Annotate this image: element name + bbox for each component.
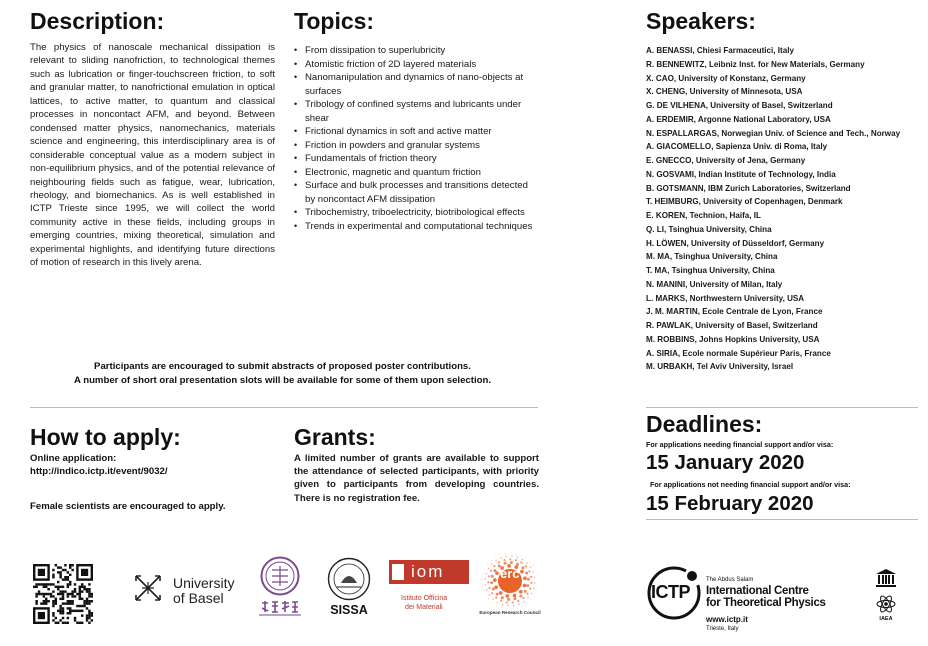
topic-item: • Fundamentals of friction theory — [294, 152, 534, 166]
speaker-item: M. MA, Tsinghua University, China — [646, 252, 778, 262]
iaea-atom-icon — [875, 593, 897, 615]
speaker-item: E. KOREN, Technion, Haifa, IL — [646, 211, 761, 220]
unesco-temple-icon — [874, 568, 898, 588]
tsinghua-university-logo — [259, 556, 301, 622]
apply-note: Female scientists are encouraged to apply. — [30, 501, 226, 512]
participants-line-1: Participants are encouraged to submit abstracts of proposed poster contributions. — [94, 361, 471, 372]
speaker-item: M. URBAKH, Tel Aviv University, Israel — [646, 362, 794, 372]
speaker-item: J. M. MARTIN, Ecole Centrale de Lyon, France — [646, 307, 823, 317]
divider-deadlines — [646, 519, 918, 520]
speaker-item: E. GNECCO, University of Jena, Germany — [646, 156, 806, 165]
ictp-line-1: International Centre — [706, 585, 809, 597]
speaker-item: A. SIRIA, Ecole normale Supérieur Paris, France — [646, 348, 831, 358]
basel-line-1: University — [173, 575, 235, 591]
apply-heading: How to apply: — [30, 424, 181, 450]
apply-label: Online application: — [30, 453, 117, 464]
topic-item: • Atomistic friction of 2D layered materials — [294, 58, 534, 72]
iom-block-icon — [392, 564, 404, 580]
erc-name: European Research Council — [479, 610, 541, 615]
topic-item: • From dissipation to superlubricity — [294, 44, 534, 58]
ictp-city: Trieste, Italy — [706, 626, 739, 632]
erc-burst-icon — [482, 553, 538, 609]
topic-item: • Nanomanipulation and dynamics of nano-objects at surfaces — [294, 71, 534, 98]
speakers-list — [646, 44, 922, 374]
erc-mark: erc — [500, 566, 520, 581]
deadline-1-date: 15 January 2020 — [646, 451, 805, 474]
qr-code[interactable] — [33, 564, 93, 624]
iaea-label: IAEA — [879, 616, 893, 622]
unesco-iaea-logos — [870, 568, 902, 624]
topic-item: • Surface and bulk processes and transitions detected by noncontact AFM dissipation — [294, 179, 534, 206]
ictp-line-2: for Theoretical Physics — [706, 597, 826, 609]
topic-item: • Friction in powders and granular systems — [294, 139, 534, 153]
speaker-item: L. MARKS, Northwestern University, USA — [646, 293, 805, 303]
erc-logo — [475, 553, 545, 621]
topic-item: • Trends in experimental and computational techniques — [294, 220, 534, 234]
speaker-item: X. CHENG, University of Minnesota, USA — [646, 87, 803, 97]
speaker-item: A. BENASSI, Chiesi Farmaceutici, Italy — [646, 46, 794, 55]
speaker-item: H. LÖWEN, University of Düsseldorf, Germany — [646, 238, 825, 248]
ictp-mark: ICTP — [651, 582, 691, 602]
topics-heading: Topics: — [294, 8, 375, 34]
ictp-pre: The Abdus Salam — [706, 577, 754, 583]
topic-item: • Tribochemistry, triboelectricity, biotribological effects — [294, 206, 534, 220]
topics-list — [294, 44, 534, 233]
participants-line-2: A number of short oral presentation slots will be available for some of them upon selection. — [73, 375, 492, 386]
sissa-logo — [324, 557, 374, 621]
grants-body: A limited number of grants are available to support the attendance of selected participants, with priority given to participants from developing countries. There is no registration fee. — [294, 453, 539, 504]
description-body: The physics of nanoscale mechanical dissipation is relevant to sliding nanofriction, to technological themes such as lubrication or finger-touchscreen friction, to soft and granular matter, to nanofrictional emulation in optical lattices, to active matter, to quantum and classical processes in noncontact AFM, and beyond. Between condensed matter physics, nanomechanics, materials science and engineering, this interdisciplinary area is of considerable conceptual value as a modern subject in non-equilibrium physics, and of the potential relevance of neighbouring fields such as fatigue, wear, lubrication, rheology, and biomechanics. As is well established in ICTP Trieste since 1995, we will collect the world community active in these fields, including groups in emerging countries, mixing theoretical, simulation and experimental highlights, and identifying future directions of motion of research in this lively arena. — [30, 42, 275, 269]
speaker-item: T. HEIMBURG, University of Copenhagen, Denmark — [646, 197, 843, 207]
speaker-item: A. ERDEMIR, Argonne National Laboratory, USA — [646, 114, 831, 124]
speaker-item: N. GOSVAMI, Indian Institute of Technology, India — [646, 169, 836, 179]
grants-heading: Grants: — [294, 424, 376, 450]
speaker-item: R. PAWLAK, University of Basel, Switzerland — [646, 321, 818, 330]
deadline-1-label: For applications needing financial support and/or visa: — [646, 440, 834, 449]
apply-url-link[interactable]: http://indico.ictp.it/event/9032/ — [30, 466, 168, 477]
speakers-heading: Speakers: — [646, 8, 756, 34]
topic-item: • Tribology of confined systems and lubricants under shear — [294, 98, 534, 125]
description-heading: Description: — [30, 8, 165, 34]
speaker-item: R. BENNEWITZ, Leibniz Inst. for New Materials, Germany — [646, 59, 865, 69]
iom-line-2: dei Materiali — [405, 604, 443, 611]
ictp-logo — [646, 565, 856, 637]
tsinghua-seal-icon — [260, 556, 300, 596]
speaker-item: T. MA, Tsinghua University, China — [646, 266, 775, 275]
speaker-item: N. MANINI, University of Milan, Italy — [646, 279, 783, 289]
iom-banner — [389, 560, 469, 584]
speaker-item: A. GIACOMELLO, Sapienza Univ. di Roma, Italy — [646, 142, 828, 152]
university-of-basel-logo — [131, 568, 246, 616]
topic-item: • Electronic, magnetic and quantum friction — [294, 166, 534, 180]
speaker-item: G. DE VILHENA, University of Basel, Switzerland — [646, 101, 833, 110]
divider-right — [646, 407, 918, 408]
basel-crest-icon — [131, 571, 165, 605]
speaker-item: B. GOTSMANN, IBM Zurich Laboratories, Switzerland — [646, 183, 851, 193]
sissa-label: SISSA — [330, 603, 368, 617]
deadlines-heading: Deadlines: — [646, 411, 763, 437]
iom-mark: iom — [411, 562, 445, 581]
speaker-item: N. ESPALLARGAS, Norwegian Univ. of Science and Tech., Norway — [646, 128, 901, 138]
tsinghua-subtitle-bar — [259, 614, 301, 616]
divider-left — [30, 407, 538, 408]
deadline-2-date: 15 February 2020 — [646, 492, 814, 515]
participants-note — [30, 360, 535, 388]
tsinghua-calligraphy-icon — [260, 600, 300, 614]
speaker-item: Q. LI, Tsinghua University, China — [646, 224, 772, 234]
sissa-seal-icon — [327, 557, 371, 601]
deadline-2-label: For applications not needing financial support and/or visa: — [650, 480, 851, 489]
speaker-item: M. ROBBINS, Johns Hopkins University, USA — [646, 334, 820, 344]
ictp-web-link[interactable]: www.ictp.it — [706, 615, 748, 624]
basel-line-2: of Basel — [173, 590, 224, 606]
speaker-item: X. CAO, University of Konstanz, Germany — [646, 73, 806, 83]
iom-logo — [389, 560, 469, 620]
iom-line-1: Istituto Officina — [401, 595, 448, 602]
topic-item: • Frictional dynamics in soft and active matter — [294, 125, 534, 139]
